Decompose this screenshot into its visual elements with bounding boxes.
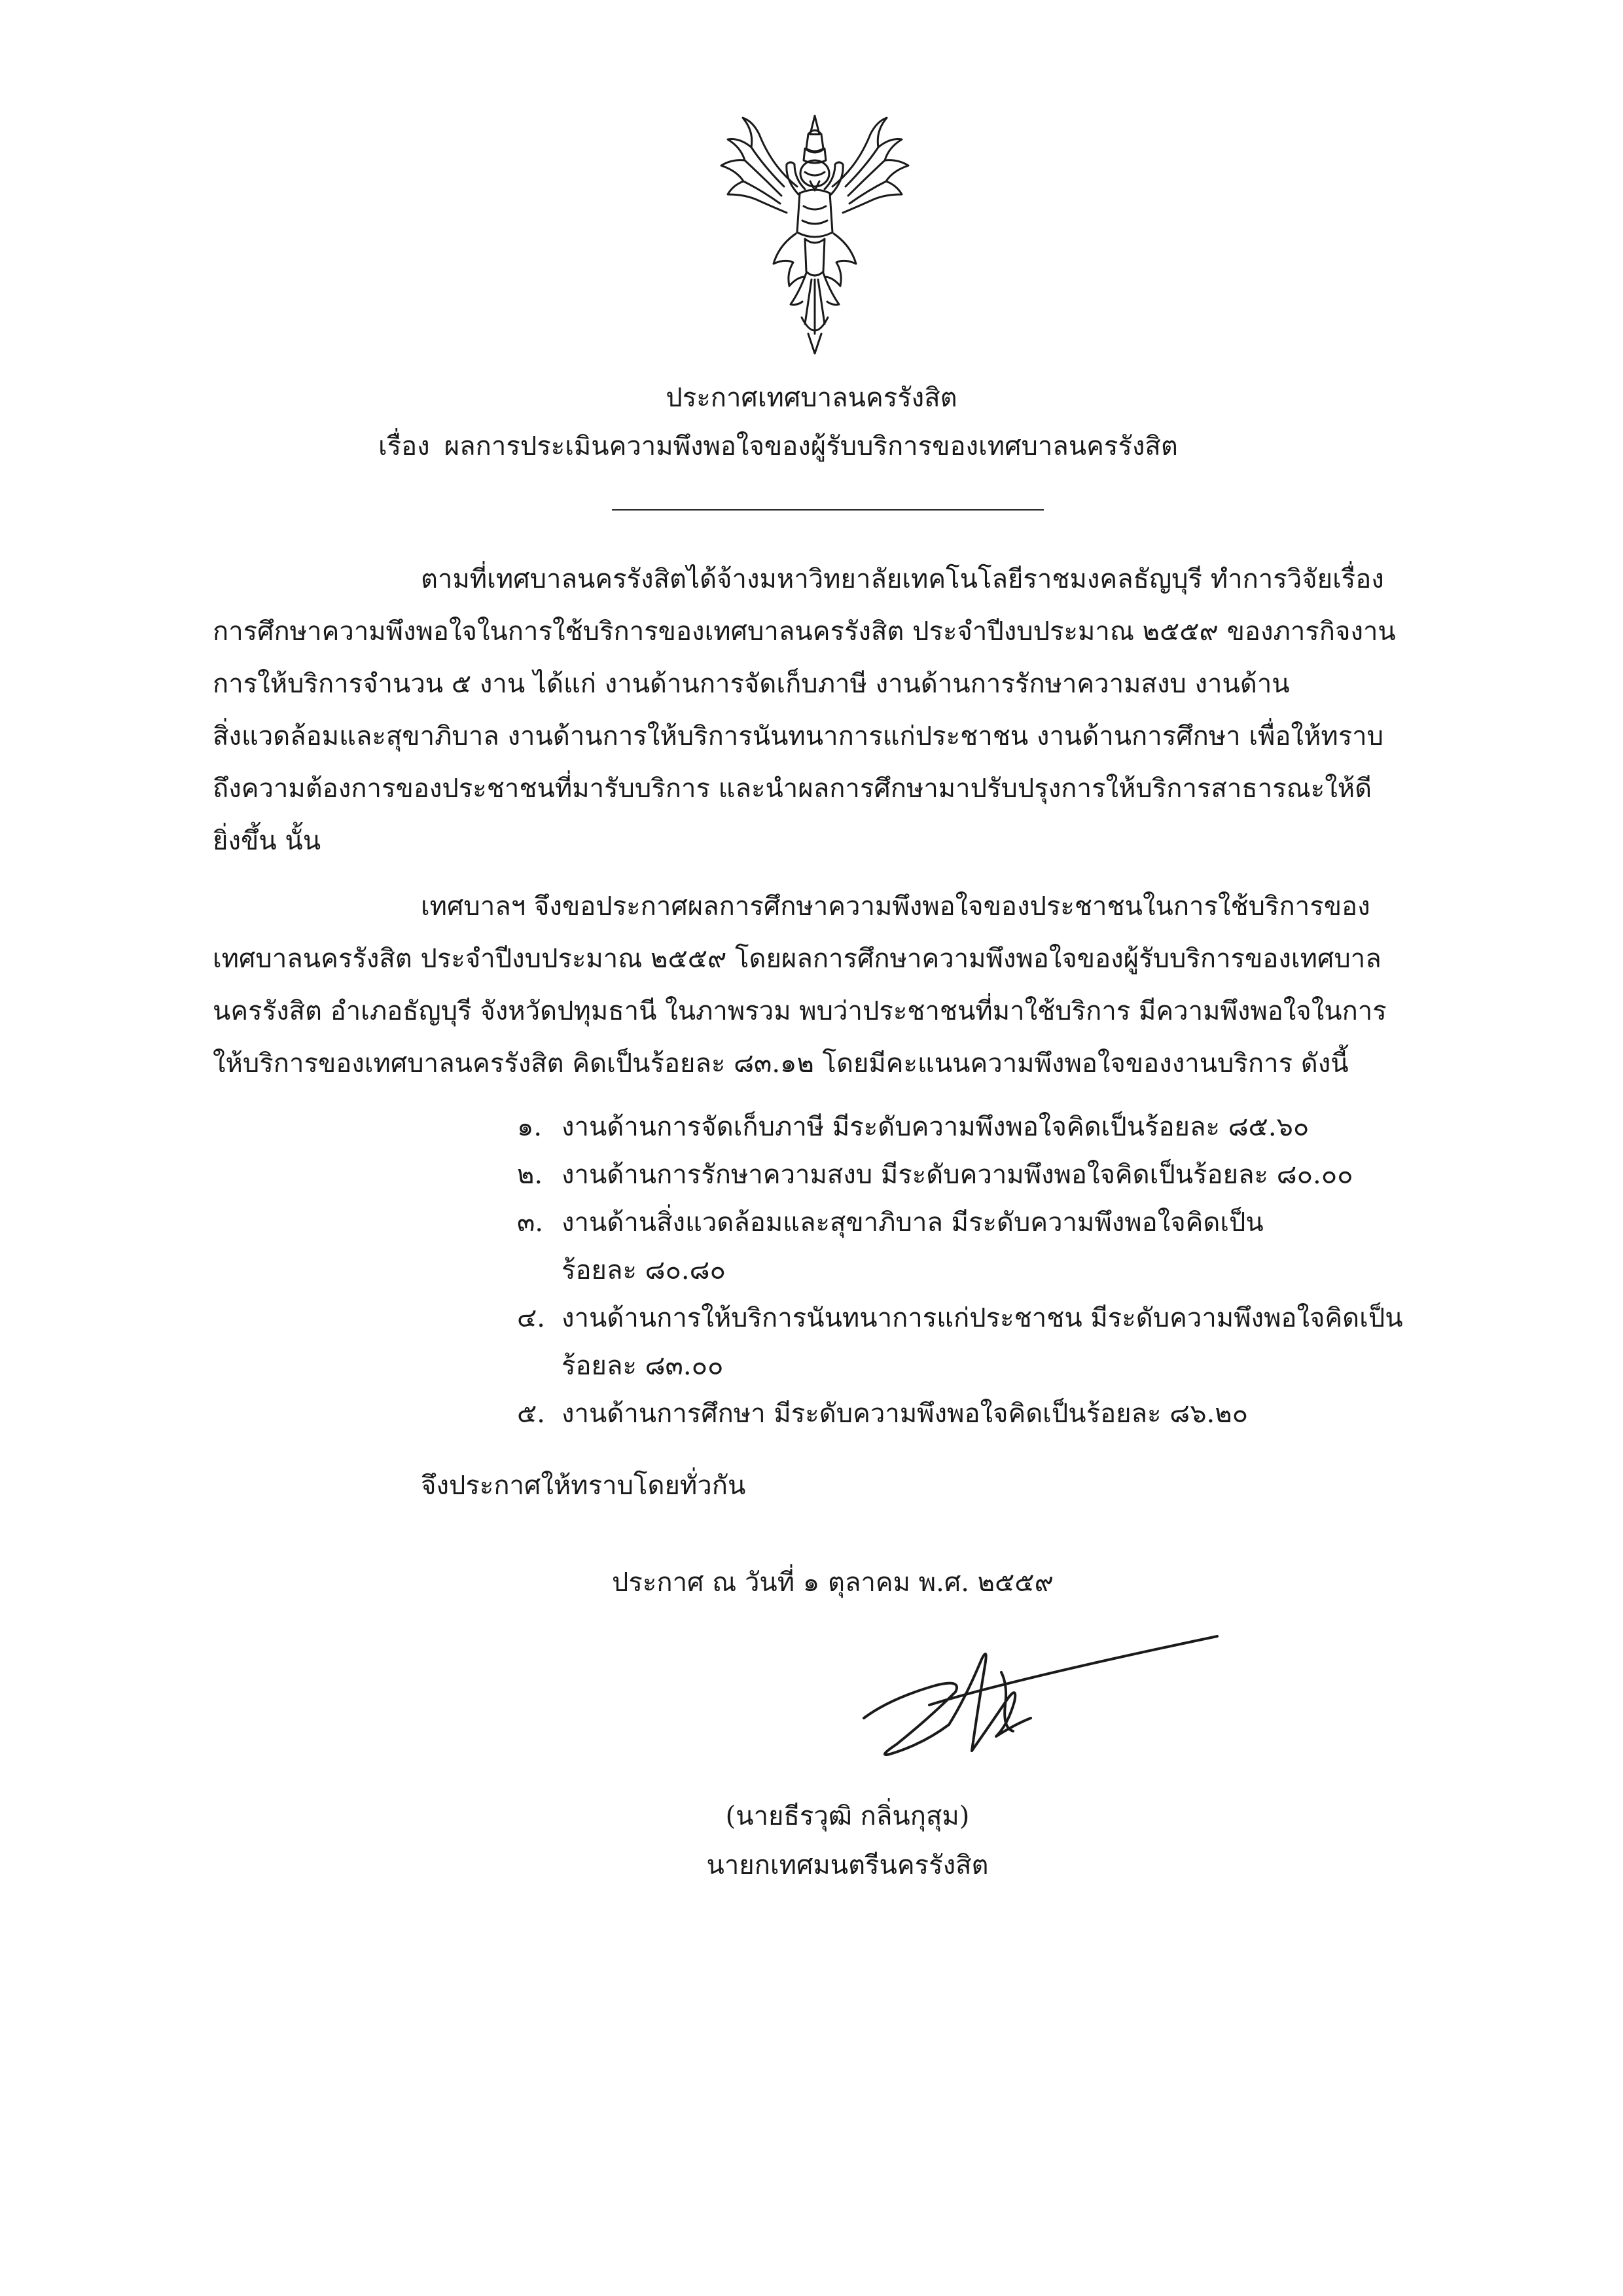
garuda-emblem-icon [713, 108, 916, 357]
result-text: ร้อยละ ๘๓.๐๐ [562, 1351, 724, 1381]
signer-title: นายกเทศมนตรีนครรังสิต [706, 1850, 989, 1880]
paragraph-1-line: สิ่งแวดล้อมและสุขาภิบาล งานด้านการให้บริการนันทนาการแก่ประชาชน งานด้านการศึกษา เพื่อให้ทราบ [213, 721, 1384, 751]
result-text: งานด้านการศึกษา มีระดับความพึงพอใจคิดเป็นร้อยละ ๘๖.๒๐ [562, 1399, 1248, 1429]
paragraph-2-line: เทศบาลฯ จึงขอประกาศผลการศึกษาความพึงพอใจของประชาชนในการใช้บริการของ [421, 891, 1370, 922]
result-number: ๕. [517, 1399, 545, 1429]
paragraph-1-line: ถึงความต้องการของประชาชนที่มารับบริการ และนำผลการศึกษามาปรับปรุงการให้บริการสาธารณะให้ดี [213, 774, 1372, 804]
results-list [517, 1103, 1446, 1438]
paragraph-1-line: ตามที่เทศบาลนครรังสิตได้จ้างมหาวิทยาลัยเทคโนโลยีราชมงคลธัญบุรี ทำการวิจัยเรื่อง [421, 564, 1384, 594]
paragraph-1-line: ยิ่งขึ้น นั้น [213, 826, 321, 856]
subject-label: เรื่อง [378, 431, 430, 461]
paragraph-1 [213, 553, 1443, 867]
result-text: งานด้านการให้บริการนันทนาการแก่ประชาชน มีระดับความพึงพอใจคิดเป็น [562, 1303, 1403, 1333]
paragraph-2-line: นครรังสิต อำเภอธัญบุรี จังหวัดปทุมธานี ในภาพรวม พบว่าประชาชนที่มาใช้บริการ มีความพึงพอใจในการ [213, 996, 1387, 1026]
result-item [517, 1103, 1446, 1151]
result-item [517, 1390, 1446, 1438]
result-number: ๔. [517, 1303, 545, 1333]
result-text: ร้อยละ ๘๐.๘๐ [562, 1255, 726, 1285]
closing-statement: จึงประกาศให้ทราบโดยทั่วกัน [421, 1471, 746, 1501]
result-item [517, 1295, 1446, 1390]
paragraph-2-line: เทศบาลนครรังสิต ประจำปีงบประมาณ ๒๕๕๙ โดยผลการศึกษาความพึงพอใจของผู้รับบริการของเทศบาล [213, 944, 1382, 974]
result-text: งานด้านสิ่งแวดล้อมและสุขาภิบาล มีระดับความพึงพอใจคิดเป็น [562, 1208, 1264, 1238]
result-item [517, 1199, 1446, 1295]
result-number: ๓. [517, 1208, 544, 1238]
result-text: งานด้านการรักษาความสงบ มีระดับความพึงพอใจคิดเป็นร้อยละ ๘๐.๐๐ [562, 1160, 1353, 1190]
announcement-subject [378, 427, 1360, 466]
paragraph-1-line: การศึกษาความพึงพอใจในการใช้บริการของเทศบาลนครรังสิต ประจำปีงบประมาณ ๒๕๕๙ ของภารกิจงาน [213, 617, 1396, 647]
paragraph-2 [213, 880, 1443, 1090]
title-underline [612, 509, 1044, 511]
result-number: ๒. [517, 1160, 543, 1190]
subject-text: ผลการประเมินความพึงพอใจของผู้รับบริการของเทศบาลนครรังสิต [444, 431, 1178, 461]
result-number: ๑. [517, 1112, 543, 1142]
signer-name: (นายธีรวุฒิ กลิ่นกุสุม) [725, 1801, 970, 1831]
announcement-date: ประกาศ ณ วันที่ ๑ ตุลาคม พ.ศ. ๒๕๕๙ [612, 1568, 1054, 1598]
result-text: งานด้านการจัดเก็บภาษี มีระดับความพึงพอใจคิดเป็นร้อยละ ๘๕.๖๐ [562, 1112, 1310, 1142]
announcement-title: ประกาศเทศบาลนครรังสิต [666, 383, 957, 413]
result-item [517, 1151, 1446, 1199]
paragraph-2-line: ให้บริการของเทศบาลนครรังสิต คิดเป็นร้อยละ ๘๓.๑๒ โดยมีคะแนนความพึงพอใจของงานบริการ ดังนี้ [213, 1049, 1349, 1079]
paragraph-1-line: การให้บริการจำนวน ๕ งาน ได้แก่ งานด้านการจัดเก็บภาษี งานด้านการรักษาความสงบ งานด้าน [213, 669, 1290, 699]
handwritten-signature-icon [851, 1620, 1243, 1784]
